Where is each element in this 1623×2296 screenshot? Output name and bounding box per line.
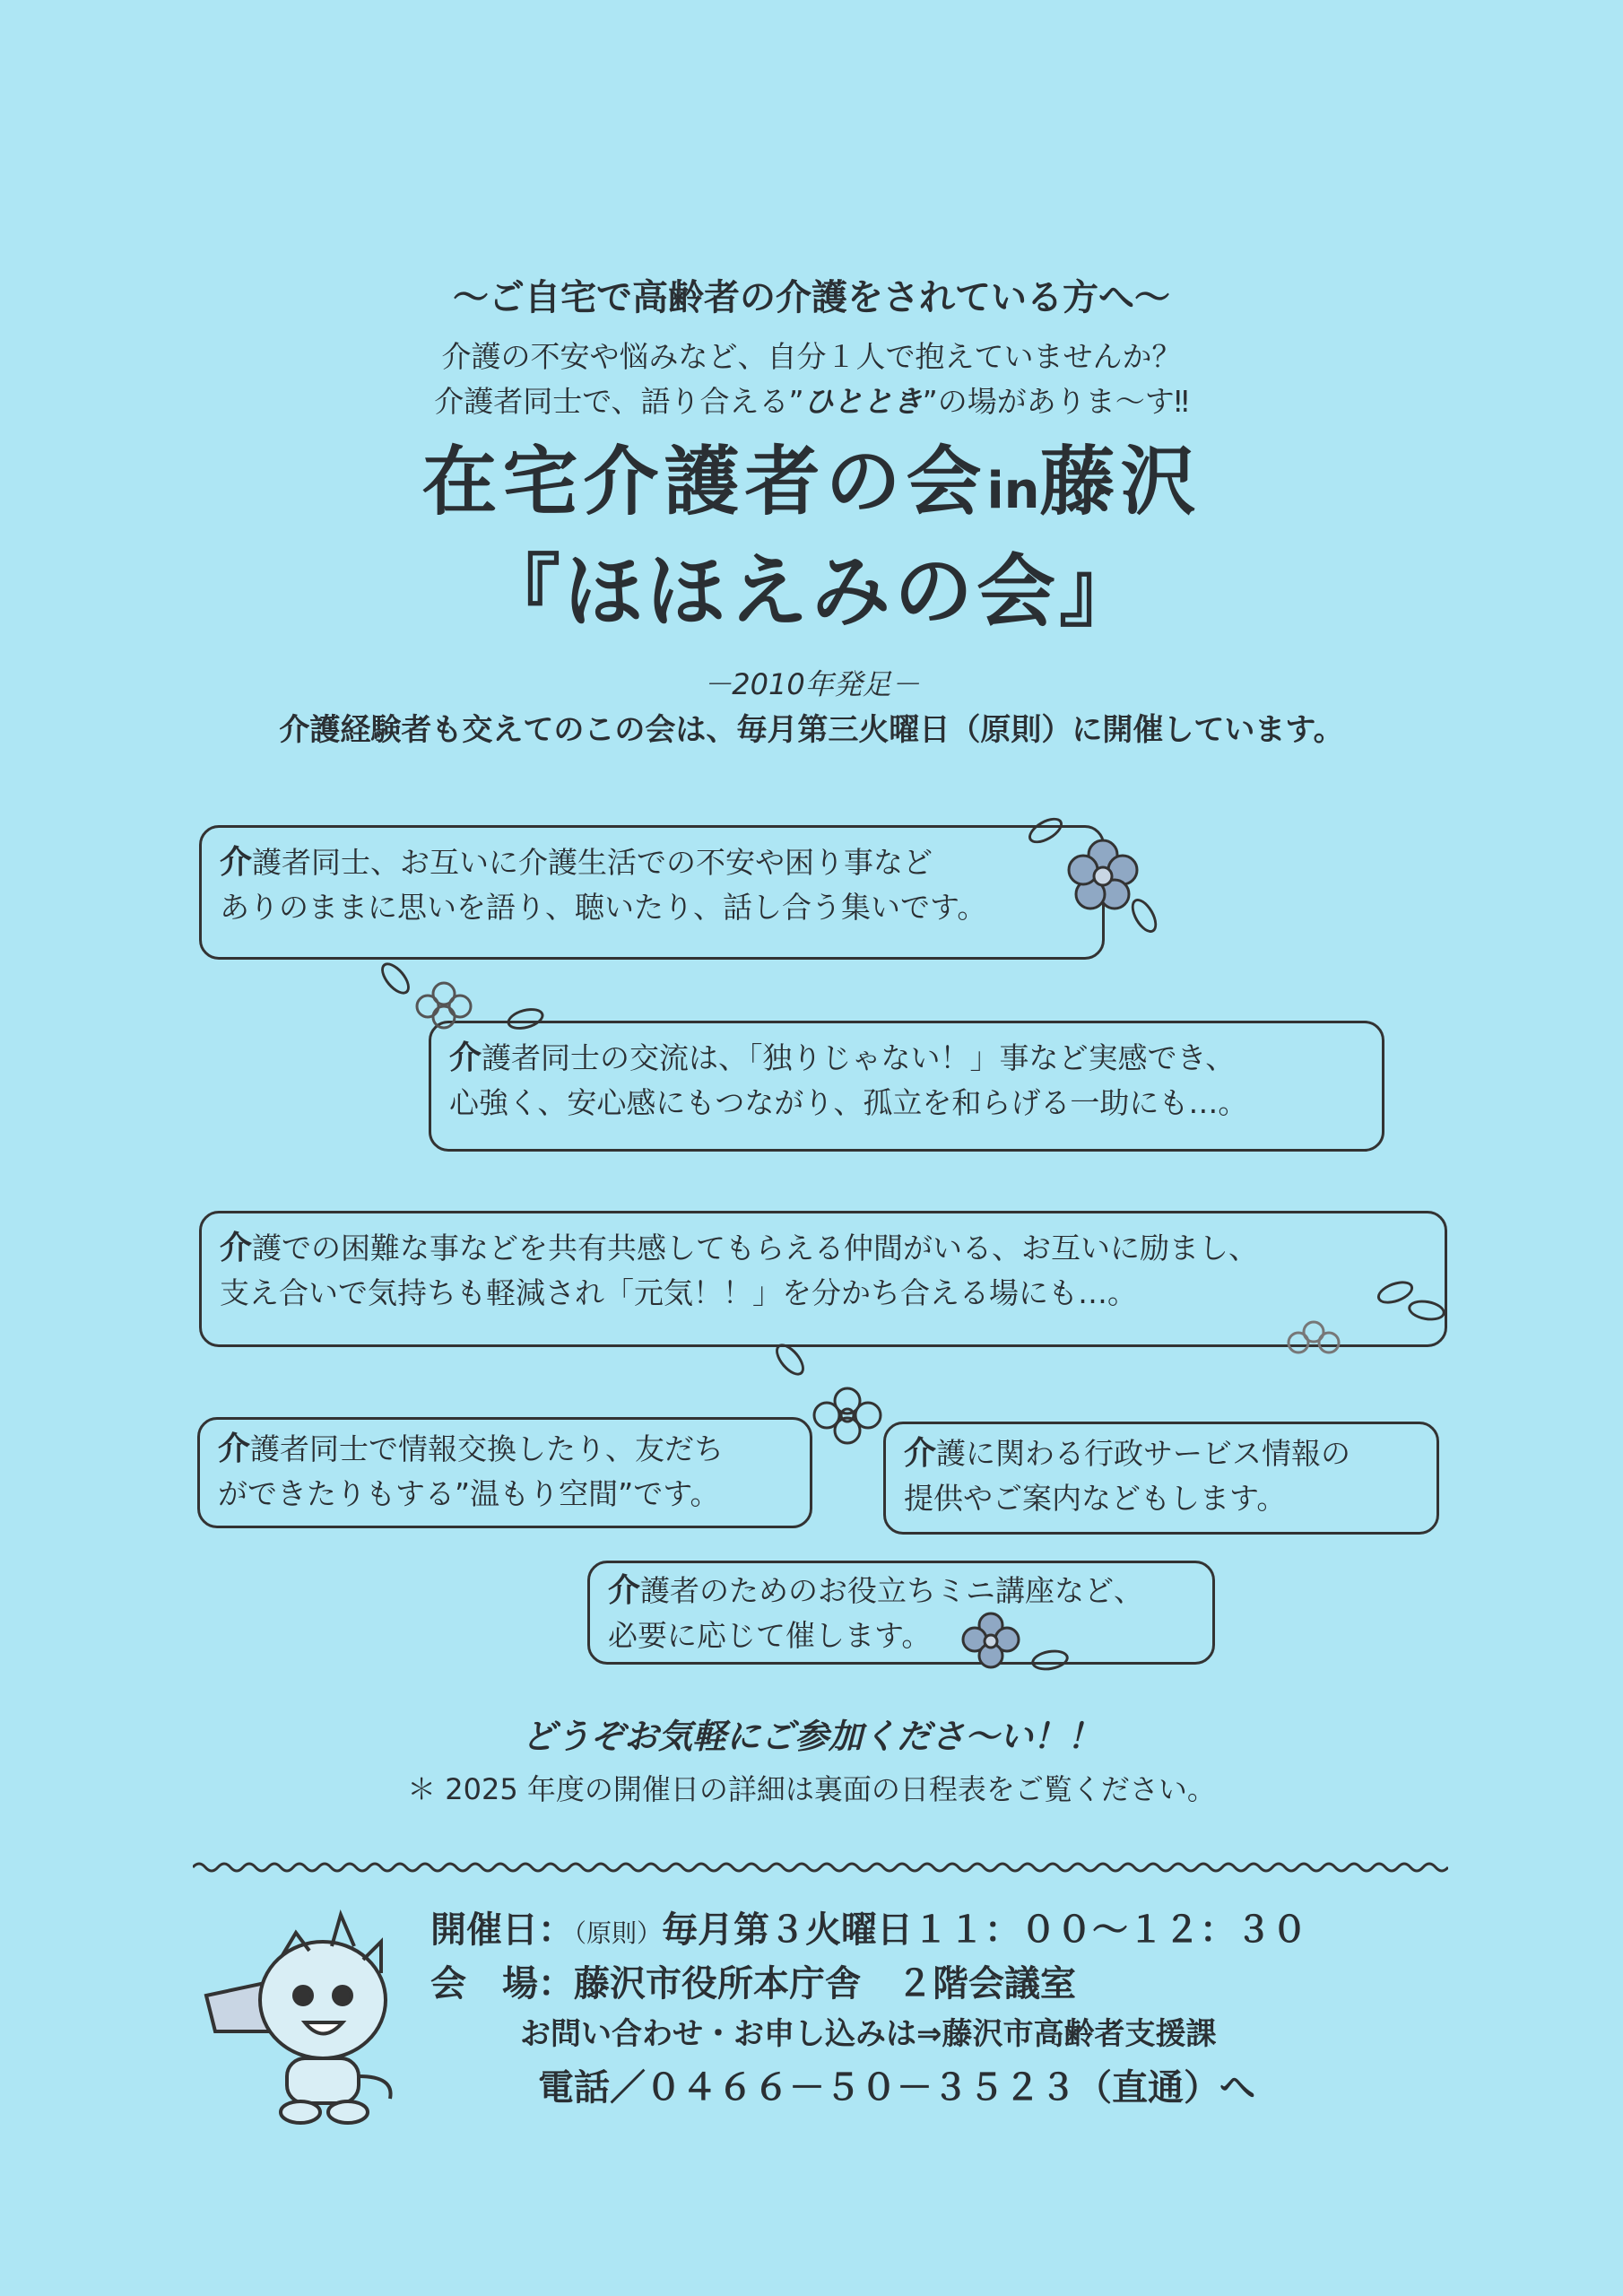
flower-icon: [955, 1605, 1027, 1677]
intro-line-1: 介護の不安や悩みなど、自分１人で抱えていませんか？: [441, 339, 1182, 374]
flower-icon: [408, 978, 480, 1031]
join-message: どうぞお気軽にご参加くださ～い！！: [521, 1717, 1101, 1756]
speech-bubble-4: 介護者同士で情報交換したり、友だち ができたりもする”温もり空間”です。: [197, 1417, 812, 1528]
mascot-icon: [197, 1897, 412, 2130]
intro-title: ～ご自宅で高齢者の介護をされている方へ～: [453, 277, 1170, 318]
flower-icon: [798, 1381, 897, 1453]
main-title: 在宅介護者の会in藤沢: [421, 438, 1202, 526]
sub-title: 『ほほえみの会』: [481, 545, 1141, 638]
description: 介護経験者も交えてのこの会は、毎月第三火曜日（原則）に開催しています。: [279, 712, 1344, 748]
speech-bubble-6: 介護者のためのお役立ちミニ講座など、 必要に応じて催します。: [587, 1561, 1215, 1665]
since-label: －2010年発足－: [703, 667, 920, 701]
wavy-divider: [193, 1858, 1448, 1876]
contact-line: お問い合わせ・お申し込みは⇒藤沢市高齢者支援課: [520, 2016, 1217, 2052]
flower-icon: [1273, 1314, 1354, 1368]
schedule-note: ＊ 2025 年度の開催日の詳細は裏面の日程表をご覧ください。: [407, 1772, 1216, 1806]
speech-bubble-5: 介護に関わる行政サービス情報の 提供やご案内などもします。: [883, 1422, 1439, 1535]
phone-line: 電話／０４６６－５０－３５２３（直通）へ: [538, 2067, 1255, 2109]
speech-bubble-2: 介護者同士の交流は、「独りじゃない！」事など実感でき、 心強く、安心感にもつながり、孤立を和らげる一助にも…。: [429, 1021, 1384, 1152]
speech-bubble-1: 介護者同士、お互いに介護生活での不安や困り事など ありのままに思いを語り、聴いたり、話し合う集いです。: [199, 825, 1105, 960]
event-date: 開催日：（原則）毎月第３火曜日１１：００～１２：３０: [430, 1909, 1308, 1951]
speech-bubble-3: 介護での困難な事などを共有共感してもらえる仲間がいる、お互いに励まし、 支え合いで気持ちも軽減され「元気！！」を分かち合える場にも…。: [199, 1211, 1447, 1347]
event-venue: 会 場：藤沢市役所本庁舎 ２階会議室: [430, 1963, 1076, 2005]
intro-line-2: 介護者同士で、語り合える”ひととき”の場がありま～す‼: [434, 384, 1189, 419]
